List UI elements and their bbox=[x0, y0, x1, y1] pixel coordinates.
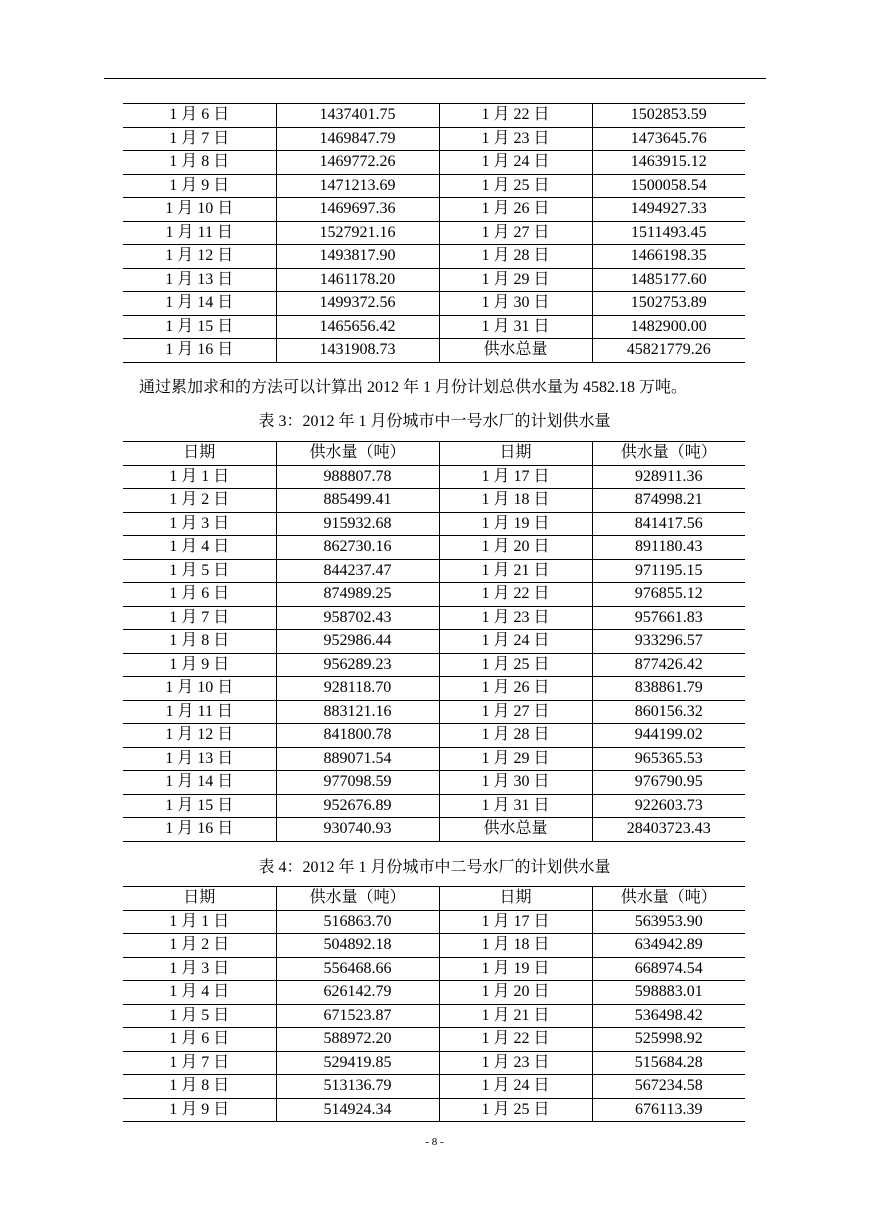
date-cell: 1 月 30 日 bbox=[439, 771, 592, 795]
table-row bbox=[123, 127, 745, 151]
date-cell: 1 月 12 日 bbox=[123, 724, 276, 748]
header-rule bbox=[104, 78, 766, 79]
supply-value-cell: 1482900.00 bbox=[592, 315, 745, 339]
supply-value-cell: 860156.32 bbox=[592, 700, 745, 724]
date-cell: 1 月 29 日 bbox=[439, 268, 592, 292]
date-cell: 1 月 8 日 bbox=[123, 151, 276, 175]
date-cell: 1 月 22 日 bbox=[439, 583, 592, 607]
supply-value-cell: 885499.41 bbox=[276, 489, 439, 513]
date-cell: 1 月 22 日 bbox=[439, 104, 592, 128]
date-cell: 1 月 23 日 bbox=[439, 1051, 592, 1075]
table-row bbox=[123, 934, 745, 958]
table-row bbox=[123, 221, 745, 245]
table-row bbox=[123, 174, 745, 198]
table-row bbox=[123, 981, 745, 1005]
page-number: - 8 - bbox=[425, 1136, 444, 1148]
table-row bbox=[123, 818, 745, 842]
table-row bbox=[123, 339, 745, 363]
supply-value-cell: 556468.66 bbox=[276, 957, 439, 981]
date-cell: 1 月 21 日 bbox=[439, 1004, 592, 1028]
table-row bbox=[123, 151, 745, 175]
supply-value-cell: 1466198.35 bbox=[592, 245, 745, 269]
table-row bbox=[123, 606, 745, 630]
supply-value-cell: 671523.87 bbox=[276, 1004, 439, 1028]
date-cell: 1 月 24 日 bbox=[439, 1075, 592, 1099]
supply-value-cell: 1473645.76 bbox=[592, 127, 745, 151]
supply-value-cell: 1485177.60 bbox=[592, 268, 745, 292]
table-row bbox=[123, 465, 745, 489]
date-cell: 1 月 7 日 bbox=[123, 606, 276, 630]
supply-value-cell: 944199.02 bbox=[592, 724, 745, 748]
table-row bbox=[123, 198, 745, 222]
supply-value-cell: 956289.23 bbox=[276, 653, 439, 677]
supply-value-cell: 877426.42 bbox=[592, 653, 745, 677]
date-cell: 供水总量 bbox=[439, 339, 592, 363]
date-cell: 1 月 19 日 bbox=[439, 512, 592, 536]
date-cell: 1 月 17 日 bbox=[439, 910, 592, 934]
table-row bbox=[123, 1028, 745, 1052]
supply-value-cell: 1511493.45 bbox=[592, 221, 745, 245]
date-cell: 1 月 27 日 bbox=[439, 221, 592, 245]
table-row bbox=[123, 910, 745, 934]
table3-caption: 表 3：2012 年 1 月份城市中一号水厂的计划供水量 bbox=[258, 413, 611, 430]
date-cell: 1 月 4 日 bbox=[123, 981, 276, 1005]
supply-value-cell: 536498.42 bbox=[592, 1004, 745, 1028]
date-cell: 1 月 15 日 bbox=[123, 794, 276, 818]
date-cell: 1 月 2 日 bbox=[123, 489, 276, 513]
column-header: 供水量（吨） bbox=[592, 887, 745, 911]
date-cell: 1 月 28 日 bbox=[439, 724, 592, 748]
date-cell: 1 月 15 日 bbox=[123, 315, 276, 339]
table-row bbox=[123, 583, 745, 607]
supply-value-cell: 28403723.43 bbox=[592, 818, 745, 842]
table-row bbox=[123, 559, 745, 583]
supply-value-cell: 958702.43 bbox=[276, 606, 439, 630]
date-cell: 1 月 3 日 bbox=[123, 512, 276, 536]
supply-value-cell: 922603.73 bbox=[592, 794, 745, 818]
date-cell: 1 月 1 日 bbox=[123, 910, 276, 934]
date-cell: 1 月 31 日 bbox=[439, 794, 592, 818]
date-cell: 1 月 21 日 bbox=[439, 559, 592, 583]
date-cell: 1 月 26 日 bbox=[439, 198, 592, 222]
column-header: 供水量（吨） bbox=[276, 442, 439, 466]
date-cell: 1 月 5 日 bbox=[123, 559, 276, 583]
supply-value-cell: 1469697.36 bbox=[276, 198, 439, 222]
table-row bbox=[123, 536, 745, 560]
date-cell: 1 月 9 日 bbox=[123, 1098, 276, 1122]
supply-value-cell: 626142.79 bbox=[276, 981, 439, 1005]
date-cell: 1 月 8 日 bbox=[123, 630, 276, 654]
table-row bbox=[123, 1051, 745, 1075]
supply-value-cell: 1471213.69 bbox=[276, 174, 439, 198]
table-row bbox=[123, 245, 745, 269]
date-cell: 1 月 7 日 bbox=[123, 127, 276, 151]
supply-value-cell: 928118.70 bbox=[276, 677, 439, 701]
date-cell: 1 月 25 日 bbox=[439, 174, 592, 198]
supply-value-cell: 1502853.59 bbox=[592, 104, 745, 128]
column-header: 供水量（吨） bbox=[592, 442, 745, 466]
date-cell: 1 月 23 日 bbox=[439, 606, 592, 630]
date-cell: 1 月 23 日 bbox=[439, 127, 592, 151]
supply-value-cell: 1469847.79 bbox=[276, 127, 439, 151]
table-row bbox=[123, 1098, 745, 1122]
column-header: 日期 bbox=[123, 887, 276, 911]
supply-value-cell: 516863.70 bbox=[276, 910, 439, 934]
date-cell: 1 月 31 日 bbox=[439, 315, 592, 339]
date-cell: 供水总量 bbox=[439, 818, 592, 842]
supply-value-cell: 952676.89 bbox=[276, 794, 439, 818]
supply-value-cell: 933296.57 bbox=[592, 630, 745, 654]
supply-value-cell: 668974.54 bbox=[592, 957, 745, 981]
date-cell: 1 月 10 日 bbox=[123, 198, 276, 222]
header-row bbox=[123, 442, 745, 466]
date-cell: 1 月 9 日 bbox=[123, 653, 276, 677]
supply-value-cell: 525998.92 bbox=[592, 1028, 745, 1052]
date-cell: 1 月 20 日 bbox=[439, 981, 592, 1005]
supply-value-cell: 838861.79 bbox=[592, 677, 745, 701]
supply-value-cell: 1500058.54 bbox=[592, 174, 745, 198]
table-row bbox=[123, 700, 745, 724]
supply-value-cell: 598883.01 bbox=[592, 981, 745, 1005]
supply-value-cell: 915932.68 bbox=[276, 512, 439, 536]
table4-plant-2-supply bbox=[123, 886, 745, 1122]
date-cell: 1 月 29 日 bbox=[439, 747, 592, 771]
date-cell: 1 月 14 日 bbox=[123, 771, 276, 795]
supply-value-cell: 874998.21 bbox=[592, 489, 745, 513]
table-row bbox=[123, 315, 745, 339]
table3-plant-1-supply bbox=[123, 441, 745, 842]
supply-value-cell: 1499372.56 bbox=[276, 292, 439, 316]
date-cell: 1 月 7 日 bbox=[123, 1051, 276, 1075]
table-row bbox=[123, 104, 745, 128]
date-cell: 1 月 17 日 bbox=[439, 465, 592, 489]
date-cell: 1 月 5 日 bbox=[123, 1004, 276, 1028]
header-row bbox=[123, 887, 745, 911]
supply-value-cell: 1463915.12 bbox=[592, 151, 745, 175]
table-row bbox=[123, 677, 745, 701]
date-cell: 1 月 11 日 bbox=[123, 221, 276, 245]
table-row bbox=[123, 268, 745, 292]
supply-value-cell: 883121.16 bbox=[276, 700, 439, 724]
date-cell: 1 月 10 日 bbox=[123, 677, 276, 701]
supply-value-cell: 874989.25 bbox=[276, 583, 439, 607]
date-cell: 1 月 24 日 bbox=[439, 630, 592, 654]
supply-value-cell: 515684.28 bbox=[592, 1051, 745, 1075]
date-cell: 1 月 8 日 bbox=[123, 1075, 276, 1099]
date-cell: 1 月 16 日 bbox=[123, 818, 276, 842]
table-row bbox=[123, 794, 745, 818]
supply-value-cell: 971195.15 bbox=[592, 559, 745, 583]
date-cell: 1 月 1 日 bbox=[123, 465, 276, 489]
table-row bbox=[123, 512, 745, 536]
date-cell: 1 月 20 日 bbox=[439, 536, 592, 560]
water-supply-table-continued bbox=[123, 103, 745, 363]
date-cell: 1 月 3 日 bbox=[123, 957, 276, 981]
date-cell: 1 月 13 日 bbox=[123, 747, 276, 771]
supply-value-cell: 529419.85 bbox=[276, 1051, 439, 1075]
table-row bbox=[123, 771, 745, 795]
date-cell: 1 月 24 日 bbox=[439, 151, 592, 175]
date-cell: 1 月 12 日 bbox=[123, 245, 276, 269]
supply-value-cell: 504892.18 bbox=[276, 934, 439, 958]
column-header: 日期 bbox=[439, 442, 592, 466]
column-header: 日期 bbox=[123, 442, 276, 466]
date-cell: 1 月 6 日 bbox=[123, 104, 276, 128]
supply-value-cell: 952986.44 bbox=[276, 630, 439, 654]
table-row bbox=[123, 1075, 745, 1099]
date-cell: 1 月 30 日 bbox=[439, 292, 592, 316]
supply-value-cell: 841417.56 bbox=[592, 512, 745, 536]
table-row bbox=[123, 292, 745, 316]
supply-value-cell: 676113.39 bbox=[592, 1098, 745, 1122]
supply-value-cell: 1502753.89 bbox=[592, 292, 745, 316]
table-row bbox=[123, 1004, 745, 1028]
supply-value-cell: 889071.54 bbox=[276, 747, 439, 771]
table-row bbox=[123, 630, 745, 654]
supply-value-cell: 976790.95 bbox=[592, 771, 745, 795]
supply-value-cell: 957661.83 bbox=[592, 606, 745, 630]
date-cell: 1 月 18 日 bbox=[439, 934, 592, 958]
supply-value-cell: 1437401.75 bbox=[276, 104, 439, 128]
column-header: 日期 bbox=[439, 887, 592, 911]
date-cell: 1 月 19 日 bbox=[439, 957, 592, 981]
date-cell: 1 月 13 日 bbox=[123, 268, 276, 292]
supply-value-cell: 891180.43 bbox=[592, 536, 745, 560]
table-row bbox=[123, 489, 745, 513]
supply-value-cell: 976855.12 bbox=[592, 583, 745, 607]
date-cell: 1 月 27 日 bbox=[439, 700, 592, 724]
table-row bbox=[123, 653, 745, 677]
supply-value-cell: 634942.89 bbox=[592, 934, 745, 958]
date-cell: 1 月 2 日 bbox=[123, 934, 276, 958]
supply-value-cell: 1527921.16 bbox=[276, 221, 439, 245]
date-cell: 1 月 26 日 bbox=[439, 677, 592, 701]
date-cell: 1 月 25 日 bbox=[439, 653, 592, 677]
date-cell: 1 月 4 日 bbox=[123, 536, 276, 560]
supply-value-cell: 563953.90 bbox=[592, 910, 745, 934]
date-cell: 1 月 22 日 bbox=[439, 1028, 592, 1052]
supply-value-cell: 988807.78 bbox=[276, 465, 439, 489]
supply-value-cell: 514924.34 bbox=[276, 1098, 439, 1122]
column-header: 供水量（吨） bbox=[276, 887, 439, 911]
date-cell: 1 月 6 日 bbox=[123, 1028, 276, 1052]
date-cell: 1 月 18 日 bbox=[439, 489, 592, 513]
date-cell: 1 月 16 日 bbox=[123, 339, 276, 363]
supply-value-cell: 45821779.26 bbox=[592, 339, 745, 363]
supply-value-cell: 588972.20 bbox=[276, 1028, 439, 1052]
supply-value-cell: 1461178.20 bbox=[276, 268, 439, 292]
supply-value-cell: 1469772.26 bbox=[276, 151, 439, 175]
supply-value-cell: 1431908.73 bbox=[276, 339, 439, 363]
date-cell: 1 月 11 日 bbox=[123, 700, 276, 724]
date-cell: 1 月 14 日 bbox=[123, 292, 276, 316]
supply-value-cell: 862730.16 bbox=[276, 536, 439, 560]
date-cell: 1 月 9 日 bbox=[123, 174, 276, 198]
supply-value-cell: 1465656.42 bbox=[276, 315, 439, 339]
table-row bbox=[123, 957, 745, 981]
supply-value-cell: 844237.47 bbox=[276, 559, 439, 583]
date-cell: 1 月 28 日 bbox=[439, 245, 592, 269]
supply-value-cell: 1493817.90 bbox=[276, 245, 439, 269]
date-cell: 1 月 6 日 bbox=[123, 583, 276, 607]
table-row bbox=[123, 747, 745, 771]
supply-value-cell: 513136.79 bbox=[276, 1075, 439, 1099]
table-row bbox=[123, 724, 745, 748]
date-cell: 1 月 25 日 bbox=[439, 1098, 592, 1122]
table4-caption: 表 4：2012 年 1 月份城市中二号水厂的计划供水量 bbox=[258, 859, 611, 876]
supply-value-cell: 977098.59 bbox=[276, 771, 439, 795]
supply-value-cell: 841800.78 bbox=[276, 724, 439, 748]
supply-value-cell: 1494927.33 bbox=[592, 198, 745, 222]
supply-value-cell: 965365.53 bbox=[592, 747, 745, 771]
supply-value-cell: 928911.36 bbox=[592, 465, 745, 489]
supply-value-cell: 930740.93 bbox=[276, 818, 439, 842]
supply-value-cell: 567234.58 bbox=[592, 1075, 745, 1099]
summary-paragraph: 通过累加求和的方法可以计算出 2012 年 1 月份计划总供水量为 4582.18 万吨。 bbox=[139, 379, 688, 396]
